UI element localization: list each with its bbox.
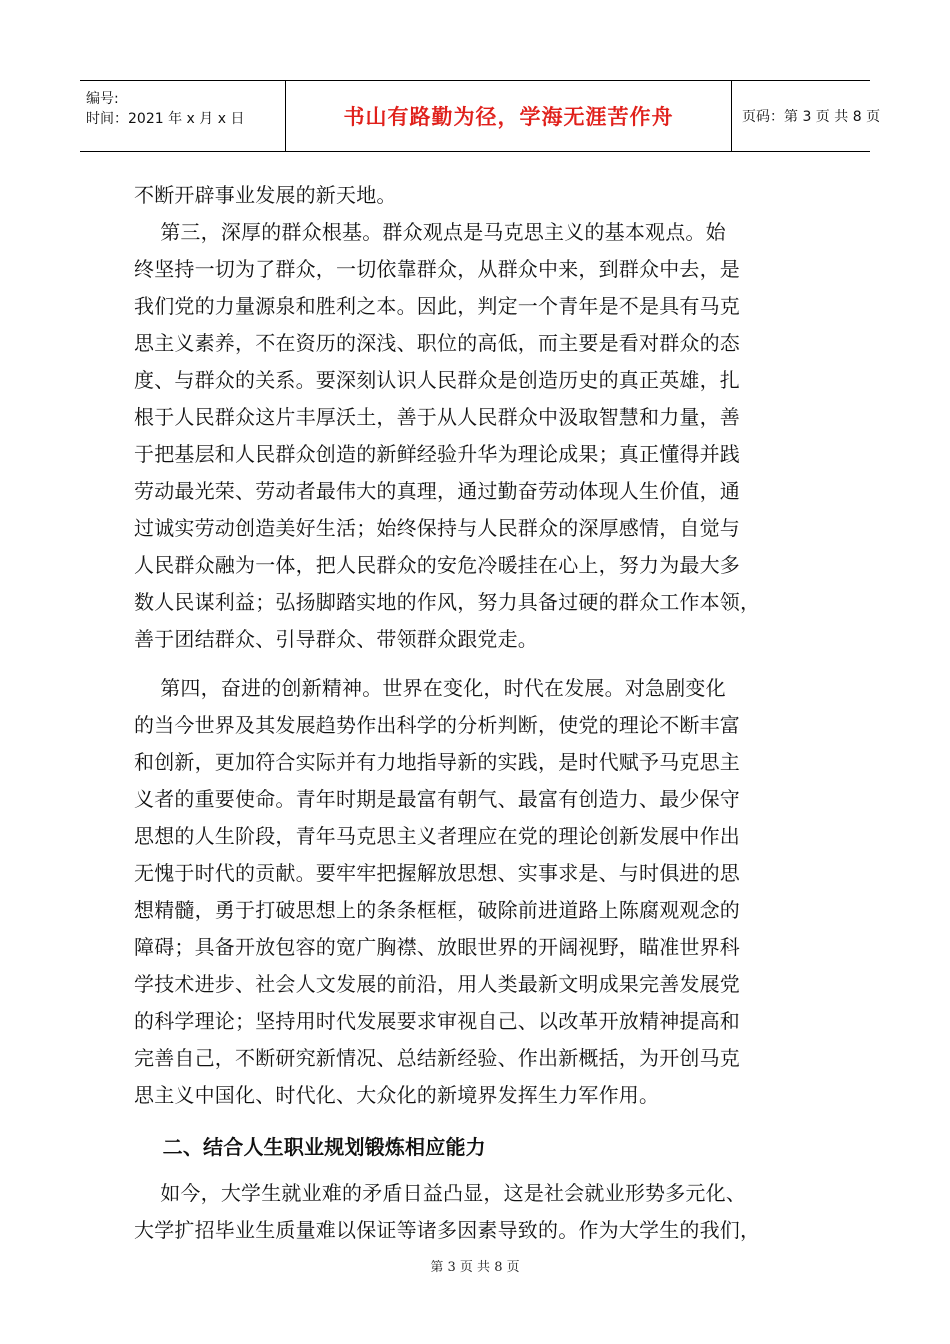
body-line: 和创新，更加符合实际并有力地指导新的实践，是时代赋予马克思主 — [134, 750, 740, 774]
document-number-label: 编号: — [86, 91, 119, 107]
document-header — [80, 80, 881, 152]
body-line: 不断开辟事业发展的新天地。 — [134, 183, 397, 207]
body-line: 第三，深厚的群众根基。群众观点是马克思主义的基本观点。始 — [134, 220, 726, 244]
body-line: 思主义素养，不在资历的深浅、职位的高低，而主要是看对群众的态 — [134, 331, 740, 355]
body-line: 障碍；具备开放包容的宽广胸襟、放眼世界的开阔视野，瞄准世界科 — [134, 935, 740, 959]
body-line: 无愧于时代的贡献。要牢牢把握解放思想、实事求是、与时俱进的思 — [134, 861, 740, 885]
header-motto: 书山有路勤为径，学海无涯苦作舟 — [343, 105, 674, 129]
body-line: 思主义中国化、时代化、大众化的新境界发挥生力军作用。 — [134, 1083, 660, 1107]
body-line: 思想的人生阶段，青年马克思主义者理应在党的理论创新发展中作出 — [134, 824, 740, 848]
header-page-code: 页码：第 3 页 共 8 页 — [742, 109, 881, 125]
body-line: 完善自己，不断研究新情况、总结新经验、作出新概括，为开创马克 — [134, 1046, 740, 1070]
body-line: 学技术进步、社会人文发展的前沿，用人类最新文明成果完善发展党 — [134, 972, 740, 996]
body-line: 想精髓，勇于打破思想上的条条框框，破除前进道路上陈腐观观念的 — [134, 898, 740, 922]
body-line: 第四，奋进的创新精神。世界在变化，时代在发展。对急剧变化 — [134, 676, 726, 700]
body-line: 如今，大学生就业难的矛盾日益凸显，这是社会就业形势多元化、 — [134, 1181, 747, 1205]
body-line: 义者的重要使命。青年时期是最富有朝气、最富有创造力、最少保守 — [134, 787, 740, 811]
header-page-cell — [732, 81, 881, 151]
body-line: 我们党的力量源泉和胜利之本。因此，判定一个青年是不是具有马克 — [134, 294, 740, 318]
body-line: 于把基层和人民群众创造的新鲜经验升华为理论成果；真正懂得并践 — [134, 442, 740, 466]
body-line: 的科学理论；坚持用时代发展要求审视自己、以改革开放精神提高和 — [134, 1009, 740, 1033]
body-line: 善于团结群众、引导群众、带领群众跟党走。 — [134, 627, 538, 651]
header-motto-cell — [285, 81, 732, 151]
body-line: 根于人民群众这片丰厚沃土，善于从人民群众中汲取智慧和力量，善 — [134, 405, 740, 429]
body-line: 数人民谋利益；弘扬脚踏实地的作风，努力具备过硬的群众工作本领， — [134, 590, 761, 614]
section-heading: 二、结合人生职业规划锻炼相应能力 — [134, 1135, 486, 1159]
body-line: 劳动最光荣、劳动者最伟大的真理，通过勤奋劳动体现人生价值，通 — [134, 479, 740, 503]
body-line: 度、与群众的关系。要深刻认识人民群众是创造历史的真正英雄，扎 — [134, 368, 740, 392]
body-line: 人民群众融为一体，把人民群众的安危冷暖挂在心上，努力为最大多 — [134, 553, 740, 577]
document-time-label: 时间：2021 年 x 月 x 日 — [86, 111, 245, 127]
body-line: 终坚持一切为了群众，一切依靠群众，从群众中来，到群众中去，是 — [134, 257, 740, 281]
body-line: 大学扩招毕业生质量难以保证等诸多因素导致的。作为大学生的我们， — [134, 1218, 761, 1242]
page-footer: 第 3 页 共 8 页 — [430, 1260, 520, 1275]
body-line: 过诚实劳动创造美好生活；始终保持与人民群众的深厚感情，自觉与 — [134, 516, 740, 540]
body-line: 的当今世界及其发展趋势作出科学的分析判断，使党的理论不断丰富 — [134, 713, 740, 737]
header-meta-cell — [80, 81, 285, 151]
